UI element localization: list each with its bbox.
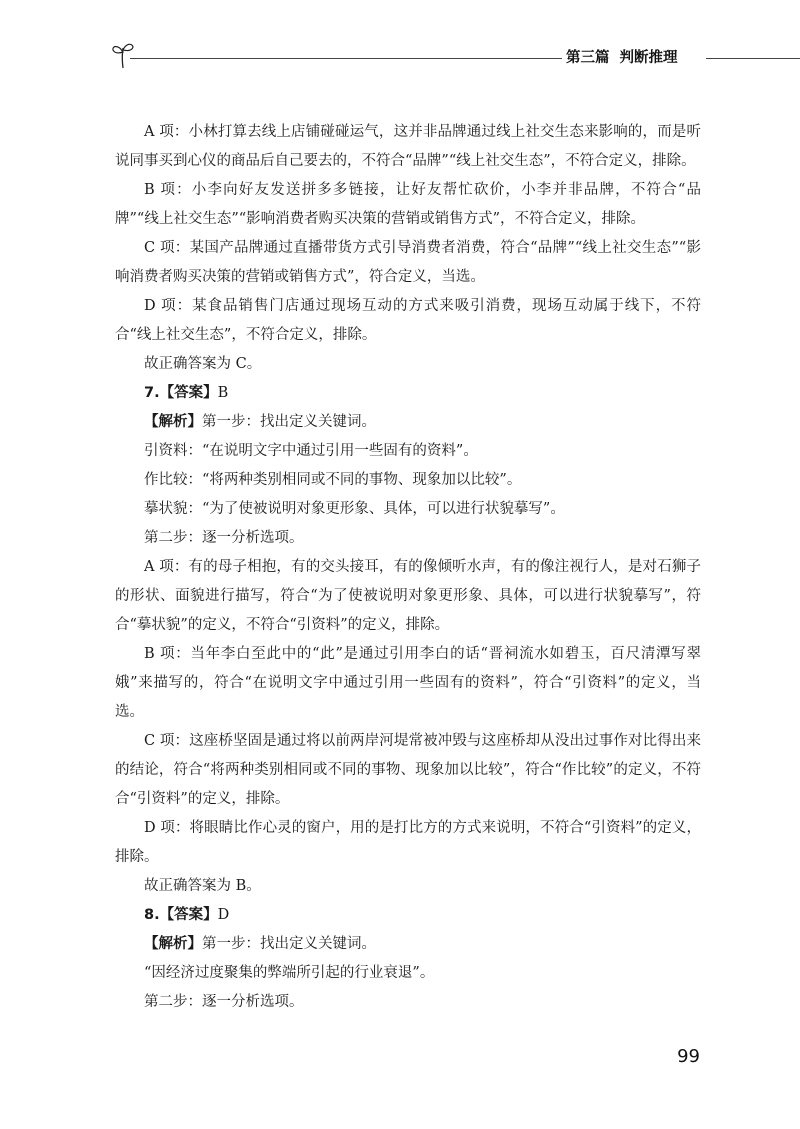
paragraph: [115, 408, 701, 437]
paragraph: [115, 292, 701, 350]
paragraph: [115, 872, 701, 901]
section-title: 判断推理: [619, 50, 678, 66]
header-rule-left: [130, 58, 562, 59]
page-body: [115, 118, 701, 1017]
answer-label: 【解析】: [144, 936, 202, 952]
header-rule-right: [706, 58, 800, 59]
paragraph-text: 故正确答案为 C。: [144, 356, 262, 372]
paragraph-text: D: [217, 907, 230, 923]
paragraph-text: C 项：某国产品牌通过直播带货方式引导消费者消费，符合“品牌”“线上社交生态”“影响消费者购买决策的营销或销售方式”，符合定义，当选。: [115, 240, 701, 285]
paragraph: [115, 379, 701, 408]
paragraph-text: B: [217, 385, 229, 401]
part-title: 第三篇: [566, 50, 610, 66]
paragraph-text: B 项：小李向好友发送拼多多链接，让好友帮忙砍价，小李并非品牌，不符合“品牌”“线上社交生态”“影响消费者购买决策的营销或销售方式”，不符合定义，排除。: [115, 182, 701, 227]
answer-label: 8.【答案】: [144, 907, 218, 923]
page-number: 99: [677, 1046, 700, 1067]
paragraph-text: A 项：小林打算去线上店铺碰碰运气，这并非品牌通过线上社交生态来影响的，而是听说同事买到心仪的商品后自己要去的，不符合“品牌”“线上社交生态”，不符合定义，排除。: [115, 124, 701, 169]
paragraph: [115, 930, 701, 959]
paragraph: [115, 959, 701, 988]
paragraph: [115, 524, 701, 553]
paragraph-text: B 项：当年李白至此中的“此”是通过引用李白的话“晋祠流水如碧玉，百尺清潭写翠娥”来描写的，符合“在说明文字中通过引用一些固有的资料”，符合“引资料”的定义，当选。: [115, 646, 701, 720]
paragraph: [115, 988, 701, 1017]
paragraph-text: “因经济过度聚集的弊端所引起的行业衰退”。: [144, 965, 435, 981]
paragraph-text: 第二步：逐一分析选项。: [144, 530, 304, 546]
paragraph-text: 第一步：找出定义关键词。: [202, 414, 376, 430]
paragraph-text: 第二步：逐一分析选项。: [144, 994, 304, 1010]
page-header: [0, 40, 800, 80]
paragraph: [115, 495, 701, 524]
paragraph: [115, 234, 701, 292]
paragraph: [115, 901, 701, 930]
paragraph-text: D 项：将眼睛比作心灵的窗户，用的是打比方的方式来说明，不符合“引资料”的定义，排除。: [115, 820, 701, 865]
paragraph: [115, 437, 701, 466]
paragraph: [115, 118, 701, 176]
paragraph: [115, 727, 701, 814]
paragraph-text: C 项：这座桥坚固是通过将以前两岸河堤常被冲毁与这座桥却从没出过事作对比得出来的结论，符合“将两种类别相同或不同的事物、现象加以比较”，符合“作比较”的定义，不符合“引资料”的定义，排除。: [115, 733, 701, 807]
paragraph-text: 故正确答案为 B。: [144, 878, 261, 894]
paragraph: [115, 350, 701, 379]
answer-label: 7.【答案】: [144, 385, 218, 401]
paragraph: [115, 553, 701, 640]
paragraph: [115, 640, 701, 727]
paragraph-text: A 项：有的母子相抱，有的交头接耳，有的像倾听水声，有的像注视行人，是对石狮子的形状、面貌进行描写，符合“为了使被说明对象更形象、具体，可以进行状貌摹写”，符合“摹状貌”的定义，不符合“引资料”的定义，排除。: [115, 559, 701, 633]
sprout-icon: [110, 40, 136, 70]
paragraph: [115, 814, 701, 872]
paragraph: [115, 176, 701, 234]
paragraph-text: D 项：某食品销售门店通过现场互动的方式来吸引消费，现场互动属于线下，不符合“线上社交生态”，不符合定义，排除。: [115, 298, 701, 343]
running-head: [566, 46, 678, 67]
paragraph-text: 引资料：“在说明文字中通过引用一些固有的资料”。: [144, 443, 478, 459]
paragraph-text: 摹状貌：“为了使被说明对象更形象、具体，可以进行状貌摹写”。: [144, 501, 565, 517]
paragraph: [115, 466, 701, 495]
paragraph-text: 第一步：找出定义关键词。: [202, 936, 376, 952]
answer-label: 【解析】: [144, 414, 202, 430]
paragraph-text: 作比较：“将两种类别相同或不同的事物、现象加以比较”。: [144, 472, 522, 488]
